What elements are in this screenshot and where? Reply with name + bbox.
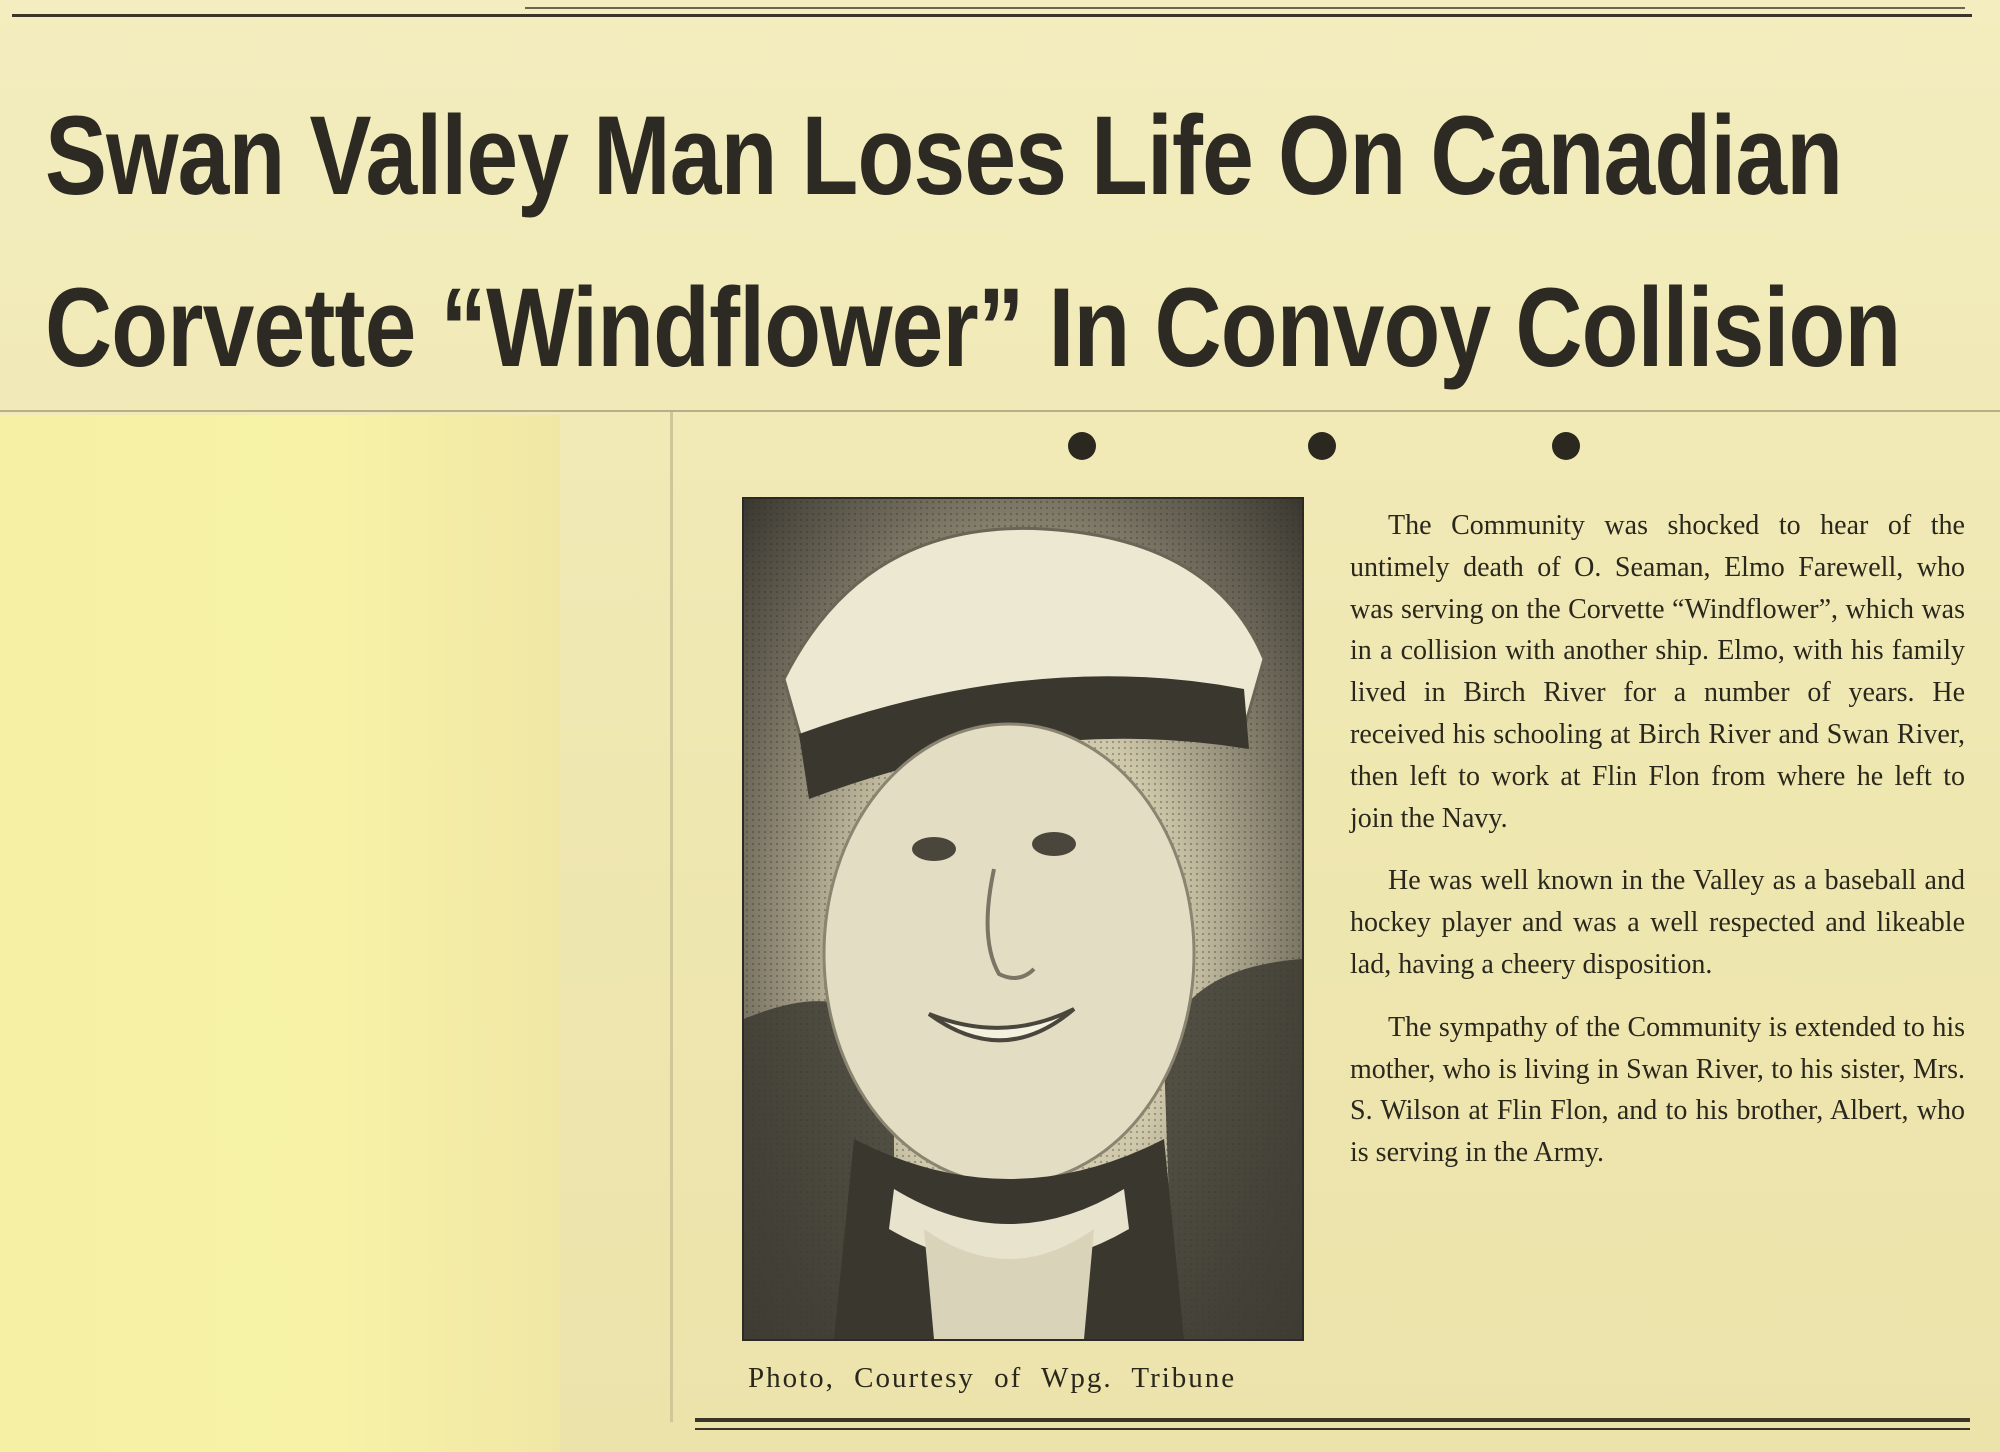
sailor-portrait-photo: [742, 497, 1304, 1341]
blank-paper-panel: [0, 415, 560, 1452]
top-rule: [12, 14, 1972, 17]
photo-credit: Photo, Courtesy of Wpg. Tribune: [748, 1362, 1237, 1394]
headline: [45, 70, 1901, 414]
ornament-dot-1: [1068, 432, 1096, 460]
bottom-rule-thin: [695, 1428, 1970, 1430]
face: [824, 724, 1194, 1184]
column-edge: [670, 412, 673, 1422]
article-paragraph-1: The Community was shocked to hear of the untimely death of O. Seaman, Elmo Farewell, who was serving on the Corvette “Windflower”, which was in a collision with another ship. Elmo, with his family lived in Birch River for a number of years. He received his schooling at Birch River and Swan River, then left to work at Flin Flon from where he left to join the Navy.: [1350, 510, 1965, 834]
headline-line-2: Corvette “Windflower” In Convoy Collision: [45, 265, 1901, 390]
left-eye: [912, 837, 956, 861]
sailor-portrait-illustration: [744, 499, 1302, 1339]
right-eye: [1032, 832, 1076, 856]
ornament-dot-3: [1552, 432, 1580, 460]
article-paragraph-3: The sympathy of the Community is extended to his mother, who is living in Swan River, to his sister, Mrs. S. Wilson at Flin Flon, and to his brother, Albert, who is serving in the Army.: [1350, 1011, 1965, 1169]
ornament-dot-2: [1308, 432, 1336, 460]
headline-line-1: Swan Valley Man Loses Life On Canadian: [45, 93, 1843, 218]
top-rule-thin: [525, 7, 1965, 9]
headline-divider: [0, 410, 2000, 412]
bottom-rule: [695, 1418, 1970, 1422]
article-paragraph-2: He was well known in the Valley as a baseball and hockey player and was a well respected and likeable lad, having a cheery disposition.: [1350, 865, 1965, 980]
article-body: [1350, 505, 1965, 1195]
